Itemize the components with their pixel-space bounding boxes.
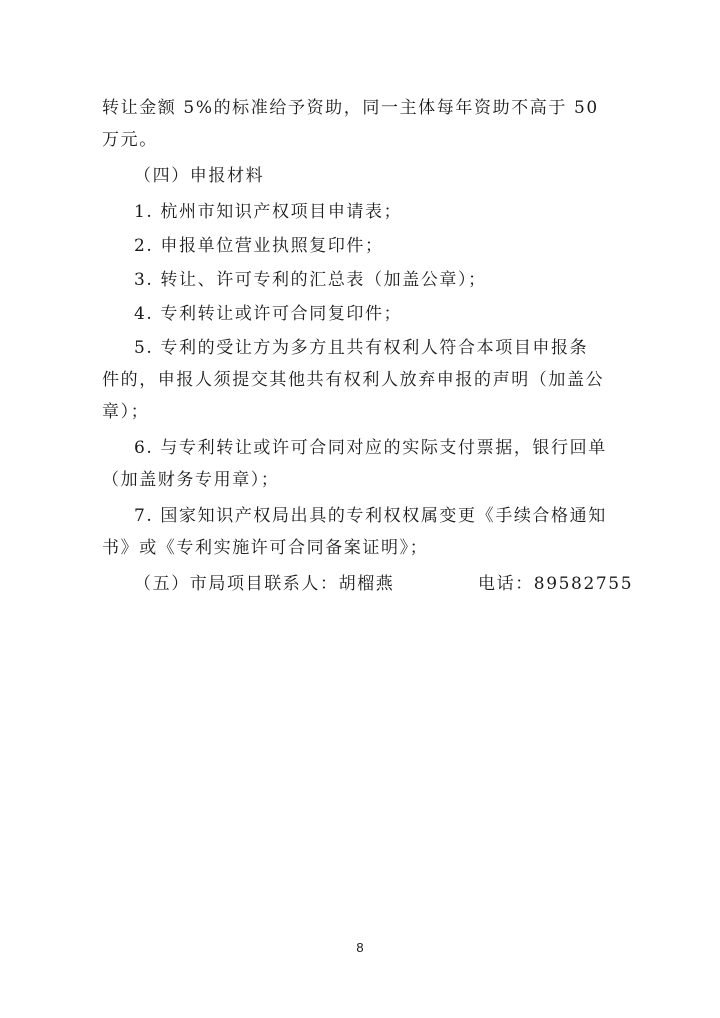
list-item-6: 6. 与专利转让或许可合同对应的实际支付票据，银行回单 xyxy=(134,438,607,458)
list-item-5: 5. 专利的受让方为多方且共有权利人符合本项目申报条 xyxy=(134,338,589,358)
list-item-5-cont-2: 章）； xyxy=(102,402,150,422)
list-item-7: 7. 国家知识产权局出具的专利权权属变更《手续合格通知 xyxy=(134,506,607,526)
list-item-7-cont: 书》或《专利实施许可合同备案证明》； xyxy=(102,538,429,558)
list-item-1: 1. 杭州市知识产权项目申请表； xyxy=(134,202,403,222)
list-item-2: 2. 申报单位营业执照复印件； xyxy=(134,236,384,256)
paragraph-line-funding-end: 万元。 xyxy=(102,130,158,150)
contact-phone: 电话：89582755 xyxy=(478,574,634,594)
list-item-6-cont: （加盖财务专用章）； xyxy=(102,470,280,490)
contact-person: （五）市局项目联系人：胡榴燕 xyxy=(134,574,395,594)
page-number: 8 xyxy=(356,940,364,955)
paragraph-line-funding: 转让金额 5%的标准给予资助，同一主体每年资助不高于 50 xyxy=(102,98,599,118)
list-item-5-cont-1: 件的，申报人须提交其他共有权利人放弃申报的声明（加盖公 xyxy=(102,370,605,390)
list-item-4: 4. 专利转让或许可合同复印件； xyxy=(134,304,403,324)
section-heading-materials: （四）申报材料 xyxy=(134,166,265,186)
list-item-3: 3. 转让、许可专利的汇总表（加盖公章）； xyxy=(134,270,487,290)
